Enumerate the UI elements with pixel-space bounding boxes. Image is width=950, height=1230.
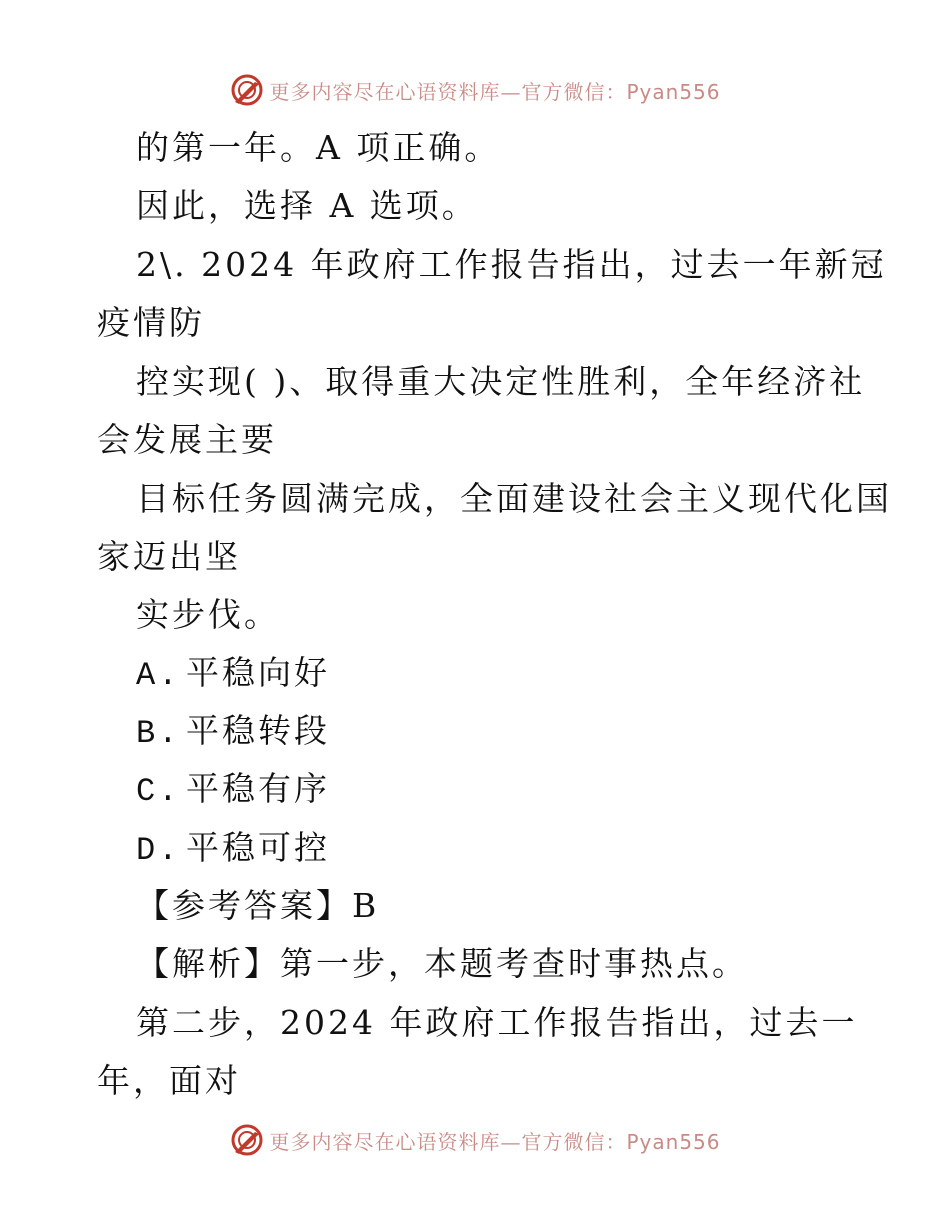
- option-text: 平稳向好: [186, 653, 330, 692]
- option-letter: C.: [136, 773, 181, 810]
- option-c: [136, 769, 330, 812]
- question-line: 实步伐。: [136, 595, 280, 634]
- analysis-line: 年，面对: [97, 1061, 241, 1100]
- analysis-line: 第二步，2024 年政府工作报告指出，过去一: [136, 1003, 858, 1042]
- header-watermark: [0, 70, 950, 110]
- option-d: [136, 828, 330, 871]
- watermark-text: 更多内容尽在心语资料库—官方微信：Pyan556: [269, 1129, 721, 1154]
- option-text: 平稳有序: [186, 769, 330, 808]
- option-letter: D.: [136, 832, 181, 869]
- question-line: 会发展主要: [97, 420, 277, 459]
- question-line: 2\. 2024 年政府工作报告指出，过去一年新冠: [136, 245, 887, 284]
- option-text: 平稳转段: [186, 711, 330, 750]
- option-a: [136, 653, 330, 696]
- text-line: 因此，选择 A 选项。: [136, 186, 478, 225]
- text-line: 的第一年。A 项正确。: [136, 128, 501, 167]
- watermark-text: 更多内容尽在心语资料库—官方微信：Pyan556: [269, 79, 721, 104]
- question-line: 控实现( )、取得重大决定性胜利，全年经济社: [136, 362, 866, 401]
- answer-line: 【参考答案】B: [136, 886, 380, 925]
- pen-logo-icon: [229, 72, 265, 108]
- analysis-line: 【解析】第一步，本题考查时事热点。: [136, 944, 748, 983]
- question-line: 疫情防: [97, 303, 205, 342]
- option-text: 平稳可控: [186, 828, 330, 867]
- pen-logo-icon: [229, 1122, 265, 1158]
- question-line: 家迈出坚: [97, 537, 241, 576]
- option-b: [136, 711, 330, 754]
- option-letter: A.: [136, 657, 181, 694]
- option-letter: B.: [136, 715, 181, 752]
- question-line: 目标任务圆满完成，全面建设社会主义现代化国: [136, 479, 892, 518]
- footer-watermark: [0, 1120, 950, 1160]
